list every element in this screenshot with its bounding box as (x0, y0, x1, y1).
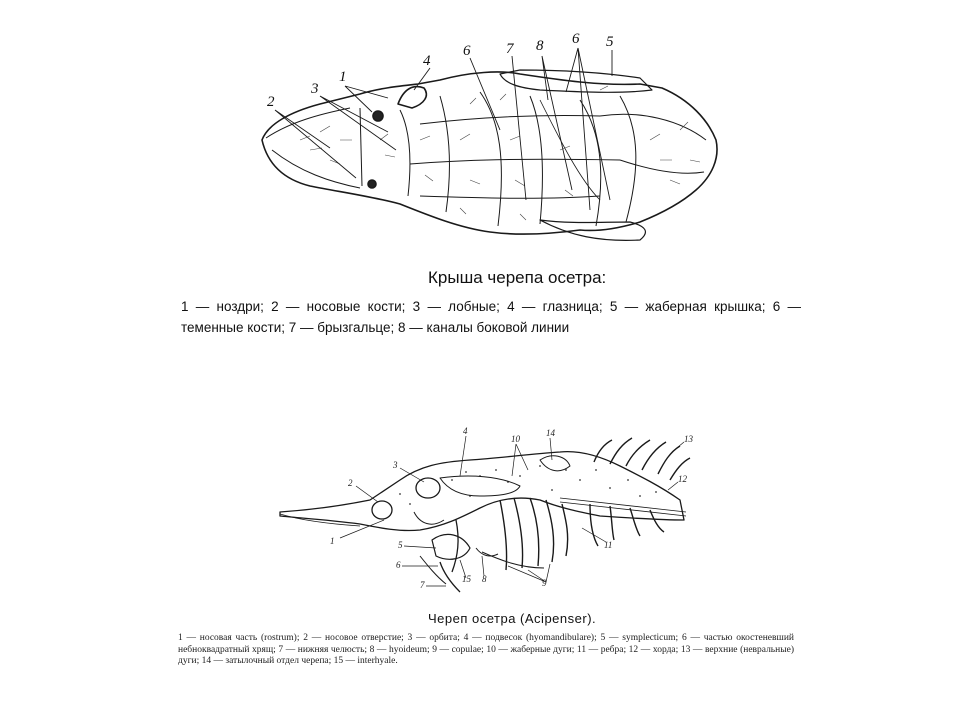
fig1-label-6b: 6 (572, 31, 580, 47)
fig2-label-6: 6 (396, 560, 401, 570)
skull-lateral-drawing (280, 436, 690, 592)
fig1-label-3: 3 (311, 81, 319, 97)
fig2-label-14: 14 (546, 428, 555, 438)
fig1-label-6a: 6 (463, 43, 471, 59)
fig2-label-8: 8 (482, 574, 487, 584)
fig1-label-1: 1 (339, 69, 347, 85)
fig2-label-1: 1 (330, 536, 335, 546)
fig2-caption: 1 — носовая часть (rostrum); 2 — носовое отверстие; 3 — орбита; 4 — подвесок (hyomandibulare); 5 — symplecticum; 6 — частью окостеневший небноквадратный хрящ; 7 — нижняя челюсть; 8 — hyoideum; 9 — copulae; 10 — жаберные дуги; 11 — ребра; 12 — хорда; 13 — верхние (невральные) дуги; 14 — затылочный отдел черепа; 15 — interhyale. (178, 633, 794, 666)
fig1-caption: 1 — ноздри; 2 — носовые кости; 3 — лобные; 4 — глазница; 5 — жаберная крышка; 6 — теменные кости; 7 — брызгальце; 8 — каналы боковой линии (181, 299, 801, 335)
fig1-label-4: 4 (423, 53, 431, 69)
fig1-label-2: 2 (267, 94, 275, 110)
fig1-label-7: 7 (506, 41, 514, 57)
fig2-label-12: 12 (678, 474, 687, 484)
fig1-label-8: 8 (536, 38, 544, 54)
fig2-label-9: 9 (542, 578, 547, 588)
fig2-label-13: 13 (684, 434, 693, 444)
fig2-label-15: 15 (462, 574, 471, 584)
fig2-label-11: 11 (604, 540, 613, 550)
fig2-label-10: 10 (511, 434, 520, 444)
fig2-label-7: 7 (420, 580, 425, 590)
fig2-label-3: 3 (393, 460, 398, 470)
skull-roof-drawing (262, 48, 717, 240)
fig1-title: Крыша черепа осетра: (428, 268, 607, 287)
fig1-label-5: 5 (606, 34, 614, 50)
fig2-label-4: 4 (463, 426, 468, 436)
fig2-label-5: 5 (398, 540, 403, 550)
fig2-label-2: 2 (348, 478, 353, 488)
fig2-title: Череп осетра (Acipenser). (428, 611, 597, 626)
